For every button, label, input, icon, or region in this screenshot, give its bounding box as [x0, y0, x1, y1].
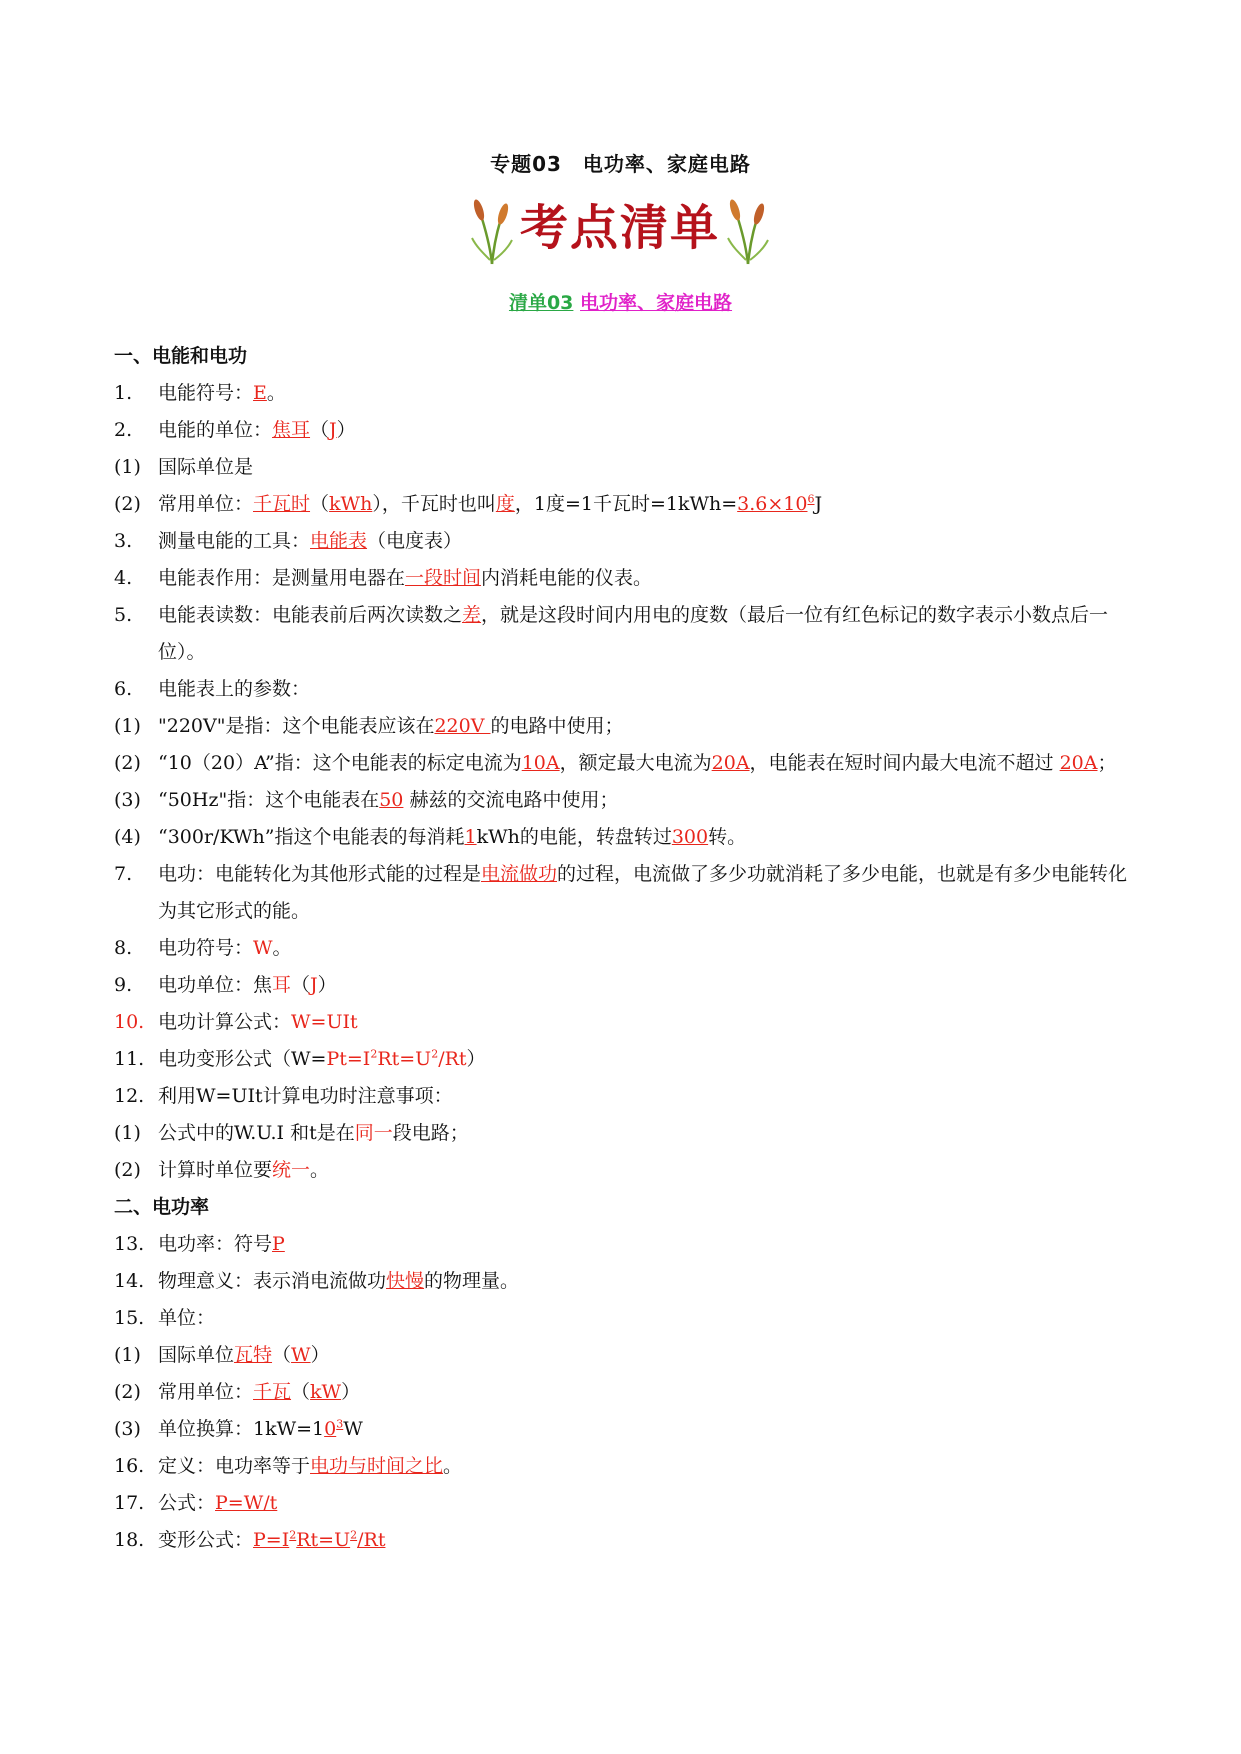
item-text [158, 449, 1134, 486]
answer-text: 焦耳 [272, 419, 311, 441]
item-text [158, 1300, 1134, 1337]
item-number: 12. [114, 1085, 145, 1107]
text-segment: （电度表） [367, 530, 463, 552]
text-segment: 转。 [708, 826, 747, 848]
answer-text: 220V [434, 715, 491, 737]
answer-text: 1 [464, 826, 477, 848]
list-item [114, 708, 1134, 745]
text-segment: 公式： [158, 1492, 216, 1514]
text-segment: ，电能表在短时间内最大电流不超过 [749, 752, 1060, 774]
answer-text: P=I [253, 1529, 290, 1551]
list-item [114, 375, 1134, 412]
text-segment: 的过程，电流做了多少功就消耗了多少电能，也就是有多少电能转化为其它形式的能。 [158, 863, 1128, 922]
answer-text: 电功与时间之比 [310, 1455, 444, 1477]
answer-text: kWh [329, 493, 373, 515]
text-segment: （ [310, 419, 330, 441]
item-text [158, 1485, 1134, 1522]
banner [470, 194, 770, 266]
superscript: 2 [350, 1528, 358, 1542]
text-segment: kWh的电能，转盘转过 [476, 826, 672, 848]
item-text [158, 1078, 1134, 1115]
answer-text: Pt=I [326, 1048, 371, 1070]
item-text [158, 708, 1134, 745]
item-number: 3. [114, 530, 133, 552]
answer-text: 瓦特 [234, 1344, 273, 1366]
item-number: (1) [114, 456, 141, 478]
answer-text: 千瓦时 [253, 493, 311, 515]
item-text [158, 967, 1134, 1004]
item-text [158, 671, 1134, 708]
text-segment: ，1度=1千瓦时=1kWh= [514, 493, 738, 515]
list-item [114, 1448, 1134, 1485]
text-segment: 电功：电能转化为其他形式能的过程是 [158, 863, 482, 885]
item-number: 2. [114, 419, 133, 441]
answer-text: J [329, 419, 337, 441]
list-item [114, 1337, 1134, 1374]
text-segment: 电功计算公式： [158, 1011, 292, 1033]
list-item [114, 1300, 1134, 1337]
list-item [114, 1411, 1134, 1448]
item-number: 8. [114, 937, 133, 959]
superscript: 2 [289, 1528, 297, 1542]
answer-text: 电能表 [310, 530, 368, 552]
text-segment: 国际单位是 [158, 456, 254, 478]
section-heading-power: 二、电功率 [114, 1196, 210, 1218]
answer-text: 300 [671, 826, 709, 848]
text-segment: 常用单位： [158, 493, 254, 515]
item-number: (1) [114, 1122, 141, 1144]
list-item [114, 745, 1134, 782]
text-segment: "220V"是指：这个电能表应该在 [158, 715, 435, 737]
text-segment: ） [336, 419, 356, 441]
list-item [114, 782, 1134, 819]
text-segment: ），千瓦时也叫 [372, 493, 496, 515]
superscript: 2 [370, 1047, 378, 1061]
item-number: (4) [114, 826, 141, 848]
answer-text: /Rt [357, 1529, 386, 1551]
item-text [158, 1374, 1134, 1411]
text-segment: 公式中的W.U.I 和t是在 [158, 1122, 355, 1144]
text-segment: ） [466, 1048, 486, 1070]
list-item [114, 1152, 1134, 1189]
answer-text: 10A [521, 752, 560, 774]
item-text [158, 1041, 1134, 1078]
text-segment: “10（20）A”指：这个电能表的标定电流为 [158, 752, 522, 774]
text-segment: “300r/KWh”指这个电能表的每消耗 [158, 826, 465, 848]
answer-text: 20A [1059, 752, 1098, 774]
item-text [158, 782, 1134, 819]
list-item [114, 967, 1134, 1004]
answer-text: 电流做功 [481, 863, 558, 885]
text-segment: （ [291, 1381, 311, 1403]
item-text [158, 819, 1134, 856]
list-item [114, 1041, 1134, 1078]
answer-text: 度 [495, 493, 515, 515]
list-item [114, 930, 1134, 967]
superscript: 2 [431, 1047, 439, 1061]
section-heading-energy: 一、电能和电功 [114, 345, 248, 367]
text-segment: 电能表读数：电能表前后两次读数之 [158, 604, 463, 626]
text-segment: 单位换算：1kW=1 [158, 1418, 325, 1440]
item-text [158, 1115, 1134, 1152]
text-segment: “50Hz"指：这个电能表在 [158, 789, 380, 811]
text-segment: 计算时单位要 [158, 1159, 273, 1181]
list-item [114, 856, 1134, 930]
text-segment: ） [310, 1344, 330, 1366]
answer-text: 50 [379, 789, 404, 811]
item-text [158, 412, 1134, 449]
item-number: (3) [114, 1418, 141, 1440]
text-segment: 电能表作用：是测量用电器在 [158, 567, 406, 589]
item-number: 5. [114, 604, 133, 626]
list-item [114, 486, 1134, 523]
text-segment: 电能符号： [158, 382, 254, 404]
answer-text: 3.6×10 [737, 493, 808, 515]
item-text [158, 1522, 1134, 1559]
answer-text: kW [310, 1381, 342, 1403]
item-number: 14. [114, 1270, 145, 1292]
answer-text: /Rt [438, 1048, 467, 1070]
item-text [158, 1263, 1134, 1300]
text-segment: W [343, 1418, 363, 1440]
answer-text: 差 [462, 604, 482, 626]
list-item [114, 1004, 1134, 1041]
superscript: 6 [807, 492, 815, 506]
item-text [158, 1152, 1134, 1189]
item-text [158, 1448, 1134, 1485]
list-item [114, 1078, 1134, 1115]
text-segment: ； [1097, 752, 1117, 774]
answer-text: 快慢 [386, 1270, 425, 1292]
banner-title: 考点清单 [519, 200, 720, 256]
list-item [114, 523, 1134, 560]
subtitle-number: 清单03 [508, 292, 574, 314]
list-item [114, 1522, 1134, 1559]
item-number: (2) [114, 752, 141, 774]
list-item [114, 560, 1134, 597]
text-segment: ，就是这段时间内用电的度数（最后一位有红色标记的数字表示小数点后一位）。 [158, 604, 1109, 663]
power-list [114, 1226, 1134, 1559]
item-text [158, 1226, 1134, 1263]
item-number: (3) [114, 789, 141, 811]
item-number: (2) [114, 493, 141, 515]
item-text [158, 856, 1134, 930]
text-segment: 的电路中使用； [490, 715, 624, 737]
answer-text: P [272, 1233, 285, 1255]
item-number: 7. [114, 863, 133, 885]
text-segment: 电能表上的参数： [158, 678, 311, 700]
answer-text: J [310, 974, 318, 996]
list-item [114, 449, 1134, 486]
item-number: (1) [114, 715, 141, 737]
item-number: 4. [114, 567, 133, 589]
text-segment: 单位： [158, 1307, 216, 1329]
energy-list [114, 375, 1134, 1189]
answer-text: P=W/t [215, 1492, 278, 1514]
text-segment: 。 [272, 937, 292, 959]
text-segment: J [814, 493, 823, 515]
text-segment: ） [341, 1381, 361, 1403]
item-number: (2) [114, 1381, 141, 1403]
item-text [158, 745, 1134, 782]
text-segment: 测量电能的工具： [158, 530, 311, 552]
item-text [158, 930, 1134, 967]
item-text [158, 375, 1134, 412]
item-text [158, 1337, 1134, 1374]
item-number: (2) [114, 1159, 141, 1181]
superscript: 3 [336, 1417, 344, 1431]
answer-text: Rt=U [377, 1048, 432, 1070]
text-segment: 段电路； [392, 1122, 469, 1144]
item-number: 1. [114, 382, 133, 404]
text-segment: ） [317, 974, 337, 996]
text-segment: 。 [310, 1159, 330, 1181]
text-segment: （ [272, 1344, 292, 1366]
content [114, 338, 1134, 1559]
wheat-left-icon [470, 194, 514, 266]
text-segment: 赫兹的交流电路中使用； [403, 789, 619, 811]
item-number: 9. [114, 974, 133, 996]
item-text [158, 486, 1134, 523]
answer-text: 0 [324, 1418, 337, 1440]
answer-text: 千瓦 [253, 1381, 292, 1403]
text-segment: 电功变形公式（W= [158, 1048, 327, 1070]
answer-text: E [253, 382, 267, 404]
list-subtitle [0, 288, 1241, 315]
text-segment: 内消耗电能的仪表。 [481, 567, 653, 589]
text-segment: 电能的单位： [158, 419, 273, 441]
answer-text: 同一 [354, 1122, 393, 1144]
text-segment: 电功单位：焦 [158, 974, 273, 996]
item-number: 10. [114, 1011, 145, 1033]
list-item [114, 412, 1134, 449]
text-segment: 电功符号： [158, 937, 254, 959]
wheat-right-icon [726, 194, 770, 266]
text-segment: 国际单位 [158, 1344, 235, 1366]
item-number: 18. [114, 1529, 145, 1551]
list-item [114, 1263, 1134, 1300]
text-segment: 。 [443, 1455, 463, 1477]
answer-text: Rt=U [296, 1529, 351, 1551]
list-item [114, 671, 1134, 708]
answer-text: W=UIt [291, 1011, 358, 1033]
list-item [114, 819, 1134, 856]
text-segment: （ [310, 493, 330, 515]
text-segment: 的物理量。 [424, 1270, 520, 1292]
item-number: 17. [114, 1492, 145, 1514]
text-segment: （ [291, 974, 311, 996]
item-number: 16. [114, 1455, 145, 1477]
item-number: 6. [114, 678, 133, 700]
item-number: 13. [114, 1233, 145, 1255]
answer-text: 耳 [272, 974, 292, 996]
text-segment: ，额定最大电流为 [559, 752, 712, 774]
item-text [158, 597, 1134, 671]
text-segment: 变形公式： [158, 1529, 254, 1551]
text-segment: 。 [266, 382, 286, 404]
answer-text: W [291, 1344, 311, 1366]
item-text [158, 523, 1134, 560]
answer-text: 统一 [272, 1159, 311, 1181]
answer-text: 一段时间 [405, 567, 482, 589]
answer-text: 20A [711, 752, 750, 774]
item-text [158, 560, 1134, 597]
text-segment: 物理意义：表示消电流做功 [158, 1270, 387, 1292]
text-segment: 常用单位： [158, 1381, 254, 1403]
text-segment: 利用W=UIt计算电功时注意事项： [158, 1085, 453, 1107]
list-item [114, 1115, 1134, 1152]
page-title: 专题03 电功率、家庭电路 [490, 152, 751, 176]
text-segment: 电功率：符号 [158, 1233, 273, 1255]
item-text [158, 1411, 1134, 1448]
list-item [114, 1485, 1134, 1522]
text-segment: 定义：电功率等于 [158, 1455, 311, 1477]
item-text [158, 1004, 1134, 1041]
list-item [114, 1226, 1134, 1263]
item-number: (1) [114, 1344, 141, 1366]
list-item [114, 1374, 1134, 1411]
answer-text: W [253, 937, 273, 959]
item-number: 15. [114, 1307, 145, 1329]
list-item [114, 597, 1134, 671]
item-number: 11. [114, 1048, 145, 1070]
subtitle-text: 电功率、家庭电路 [580, 292, 733, 314]
